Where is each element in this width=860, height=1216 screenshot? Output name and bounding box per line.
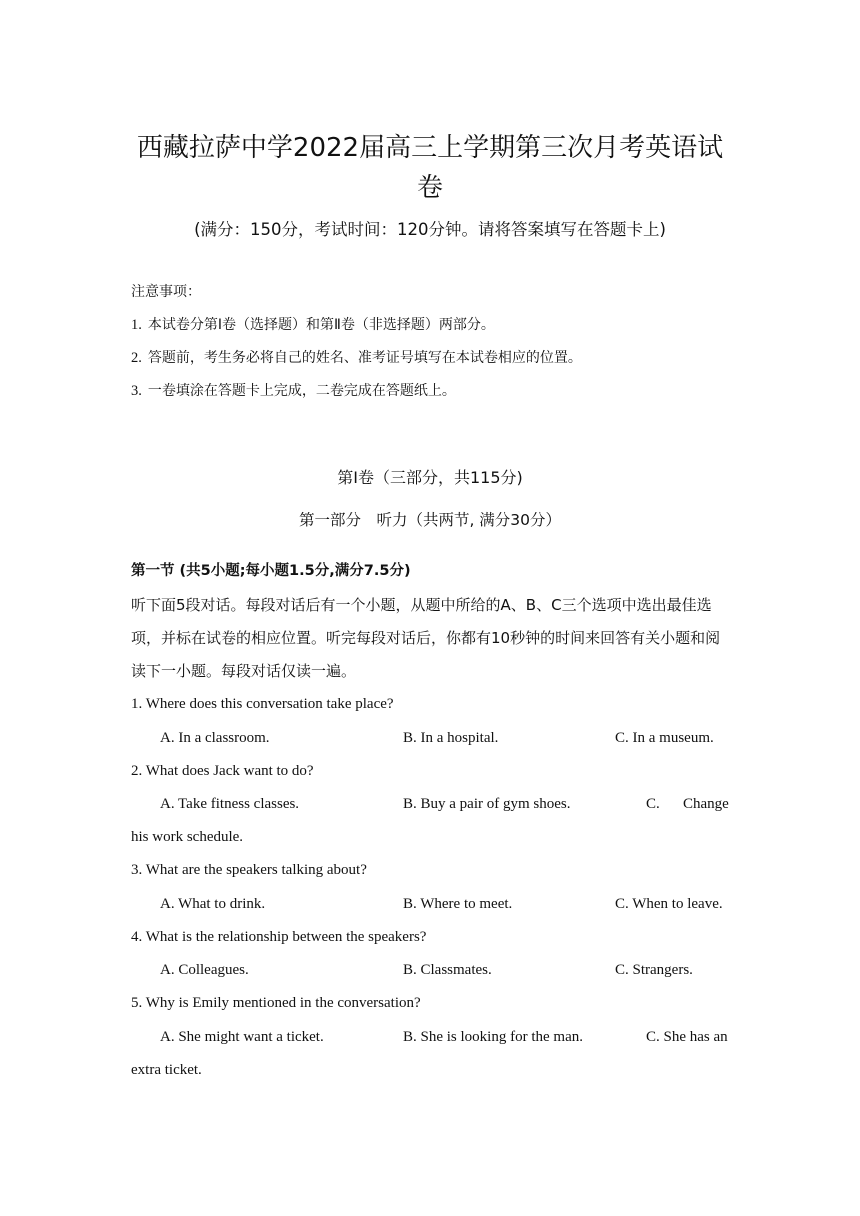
instruction-line: 听下面5段对话。每段对话后有一个小题，从题中所给的A、B、C三个选项中选出最佳选	[131, 596, 712, 614]
part-title: 第一部分 听力（共两节, 满分30分）	[298, 511, 562, 529]
option-c-text: Change	[683, 796, 729, 812]
notes-heading: 注意事项：	[131, 284, 201, 300]
option-b: B. In a hospital.	[403, 730, 499, 746]
note-item	[131, 314, 495, 336]
note-number: 1.	[131, 317, 142, 333]
option-a: A. She might want a ticket.	[160, 1029, 324, 1045]
section-heading: 第一节 (共5小题;每小题1.5分,满分7.5分)	[131, 563, 411, 579]
option-b: B. Buy a pair of gym shoes.	[403, 796, 571, 812]
question-stem: 4. What is the relationship between the speakers?	[131, 929, 427, 945]
exam-title-line2: 卷	[416, 173, 443, 203]
exam-title-line1: 西藏拉萨中学2022届高三上学期第三次月考英语试	[136, 133, 724, 163]
option-a: A. In a classroom.	[160, 730, 270, 746]
note-item	[131, 380, 456, 402]
instruction-line: 项，并标在试卷的相应位置。听完每段对话后，你都有10秒钟的时间来回答有关小题和阅	[131, 629, 721, 647]
note-number: 3.	[131, 383, 142, 399]
volume-title: 第Ⅰ卷（三部分，共115分)	[337, 468, 523, 487]
option-c-continued: extra ticket.	[131, 1062, 202, 1078]
option-c: C. She has an	[646, 1029, 728, 1045]
exam-title	[120, 128, 740, 208]
option-c-label: C.	[646, 796, 660, 812]
option-a: A. What to drink.	[160, 896, 266, 912]
instruction-line: 读下一小题。每段对话仅读一遍。	[131, 662, 357, 680]
note-text: 答题前，考生务必将自己的姓名、准考证号填写在本试卷相应的位置。	[147, 350, 582, 366]
note-number: 2.	[131, 350, 142, 366]
exam-subtitle: (满分：150分，考试时间：120分钟。请将答案填写在答题卡上)	[194, 220, 666, 239]
question-stem: 3. What are the speakers talking about?	[131, 862, 367, 878]
option-c: C. In a museum.	[615, 730, 714, 746]
option-a: A. Take fitness classes.	[160, 796, 300, 812]
option-c: C. Strangers.	[615, 962, 693, 978]
option-c: C. When to leave.	[615, 896, 723, 912]
note-text: 一卷填涂在答题卡上完成，二卷完成在答题纸上。	[147, 383, 456, 399]
option-b: B. Where to meet.	[403, 896, 513, 912]
option-a: A. Colleagues.	[160, 962, 249, 978]
question-stem: 1. Where does this conversation take place?	[131, 696, 394, 712]
option-b: B. Classmates.	[403, 962, 492, 978]
question-stem: 2. What does Jack want to do?	[131, 763, 314, 779]
note-item	[131, 347, 582, 369]
note-text: 本试卷分第Ⅰ卷（选择题）和第Ⅱ卷（非选择题）两部分。	[147, 317, 495, 333]
option-b: B. She is looking for the man.	[403, 1029, 583, 1045]
option-c-continued: his work schedule.	[131, 829, 244, 845]
question-stem: 5. Why is Emily mentioned in the conversation?	[131, 995, 421, 1011]
